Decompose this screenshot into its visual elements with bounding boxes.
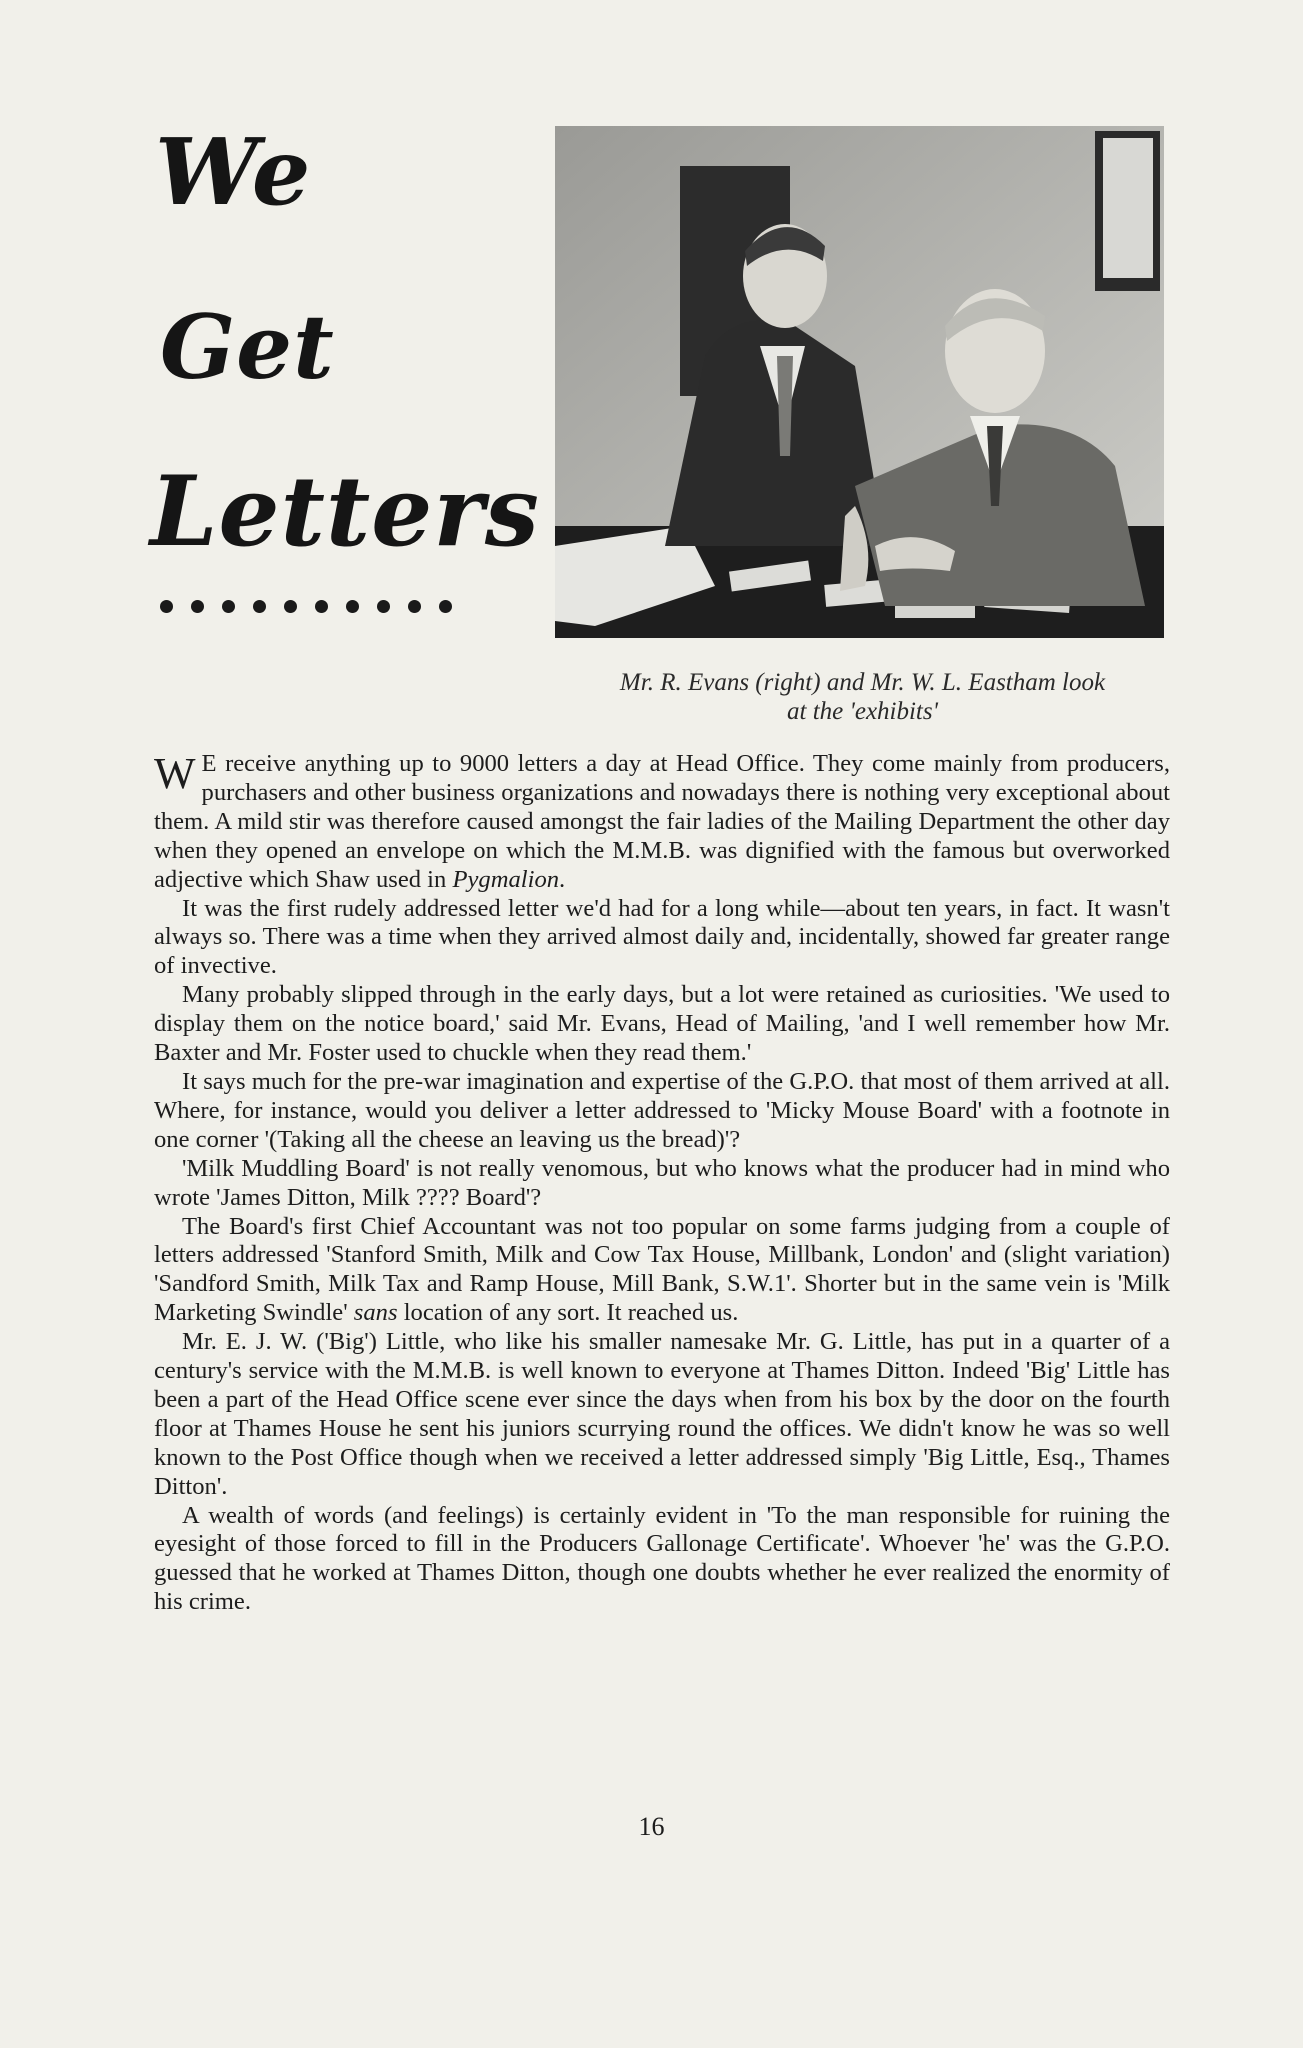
pygmalion-title: Pygmalion [452,865,560,893]
photo-caption [555,668,1170,726]
drop-cap: W [154,749,196,798]
sans-word: sans [353,1299,398,1327]
article-photo [555,126,1164,638]
paragraph-5: 'Milk Muddling Board' is not really venomous, but who knows what the producer had in mind who wrote 'James Ditton, Milk ???? Board'? [154,1154,1170,1211]
paragraph-6-text: The Board's first Chief Accountant was not too popular on some farms judging from a couple of letters addressed 'Stanford Smith, Milk and Cow Tax House, Millbank, London' and (slight variation) 'Sandford Smith, Milk Tax and Ramp House, Mill Bank, S.W.1'. Shorter but in the same vein is 'Milk Marketing Swindle' [154,1212,1170,1327]
page-number: 16 [638,1812,665,1841]
title-word-letters: Letters [150,455,540,568]
caption-line-2: at the 'exhibits' [787,698,938,725]
title-dot-rule [160,600,452,613]
paragraph-1-end: . [559,865,566,893]
caption-line-1: Mr. R. Evans (right) and Mr. W. L. Eastham look [619,669,1106,696]
paragraph-1 [154,750,1170,895]
paragraph-7: Mr. E. J. W. ('Big') Little, who like his smaller namesake Mr. G. Little, has put in a quarter of a century's service with the M.M.B. is well known to everyone at Thames Ditton. Indeed 'Big' Little has been a part of the Head Office scene ever since the days when from his box by the door on the fourth floor at Thames House he sent his juniors scurrying round the offices. We didn't know he was so well known to the Post Office though when we received a letter addressed simply 'Big Little, Esq., Thames Ditton'. [154,1328,1170,1500]
title-word-we: We [155,118,312,226]
paragraph-3: Many probably slipped through in the early days, but a lot were retained as curiosities. 'We used to display them on the notice board,' said Mr. Evans, Head of Mailing, 'and I well remember how Mr. Baxter and Mr. Foster used to chuckle when they read them.' [154,981,1170,1067]
paragraph-2: It was the first rudely addressed letter we'd had for a long while—about ten years, in fact. It wasn't always so. There was a time when they arrived almost daily and, incidentally, showed far greater range of invective. [154,894,1170,980]
article-body [154,750,1170,1617]
paragraph-6-end: location of any sort. It reached us. [403,1299,739,1327]
paragraph-4: It says much for the pre-war imagination and expertise of the G.P.O. that most of them arrived at all. Where, for instance, would you deliver a letter addressed to 'Micky Mouse Board' with a footnote in one corner '(Taking all the cheese an leaving us the bread)'? [154,1067,1170,1153]
paragraph-8: A wealth of words (and feelings) is certainly evident in 'To the man responsible for ruining the eyesight of those forced to fill in the Producers Gallonage Certificate'. Whoever 'he' was the G.P.O. guessed that he worked at Thames Ditton, though one doubts whether he ever realized the enormity of his crime. [154,1501,1170,1616]
paragraph-1-text: E receive anything up to 9000 letters a day at Head Office. They come mainly from producers, purchasers and other business organizations and nowadays there is nothing very exceptional about them. A mild stir was therefore caused amongst the fair ladies of the Mailing Department the other day when they opened an envelope on which the M.M.B. was dignified with the famous but overworked adjective which Shaw used in [154,750,1170,893]
paragraph-6 [154,1213,1170,1329]
title-word-get: Get [160,295,335,399]
